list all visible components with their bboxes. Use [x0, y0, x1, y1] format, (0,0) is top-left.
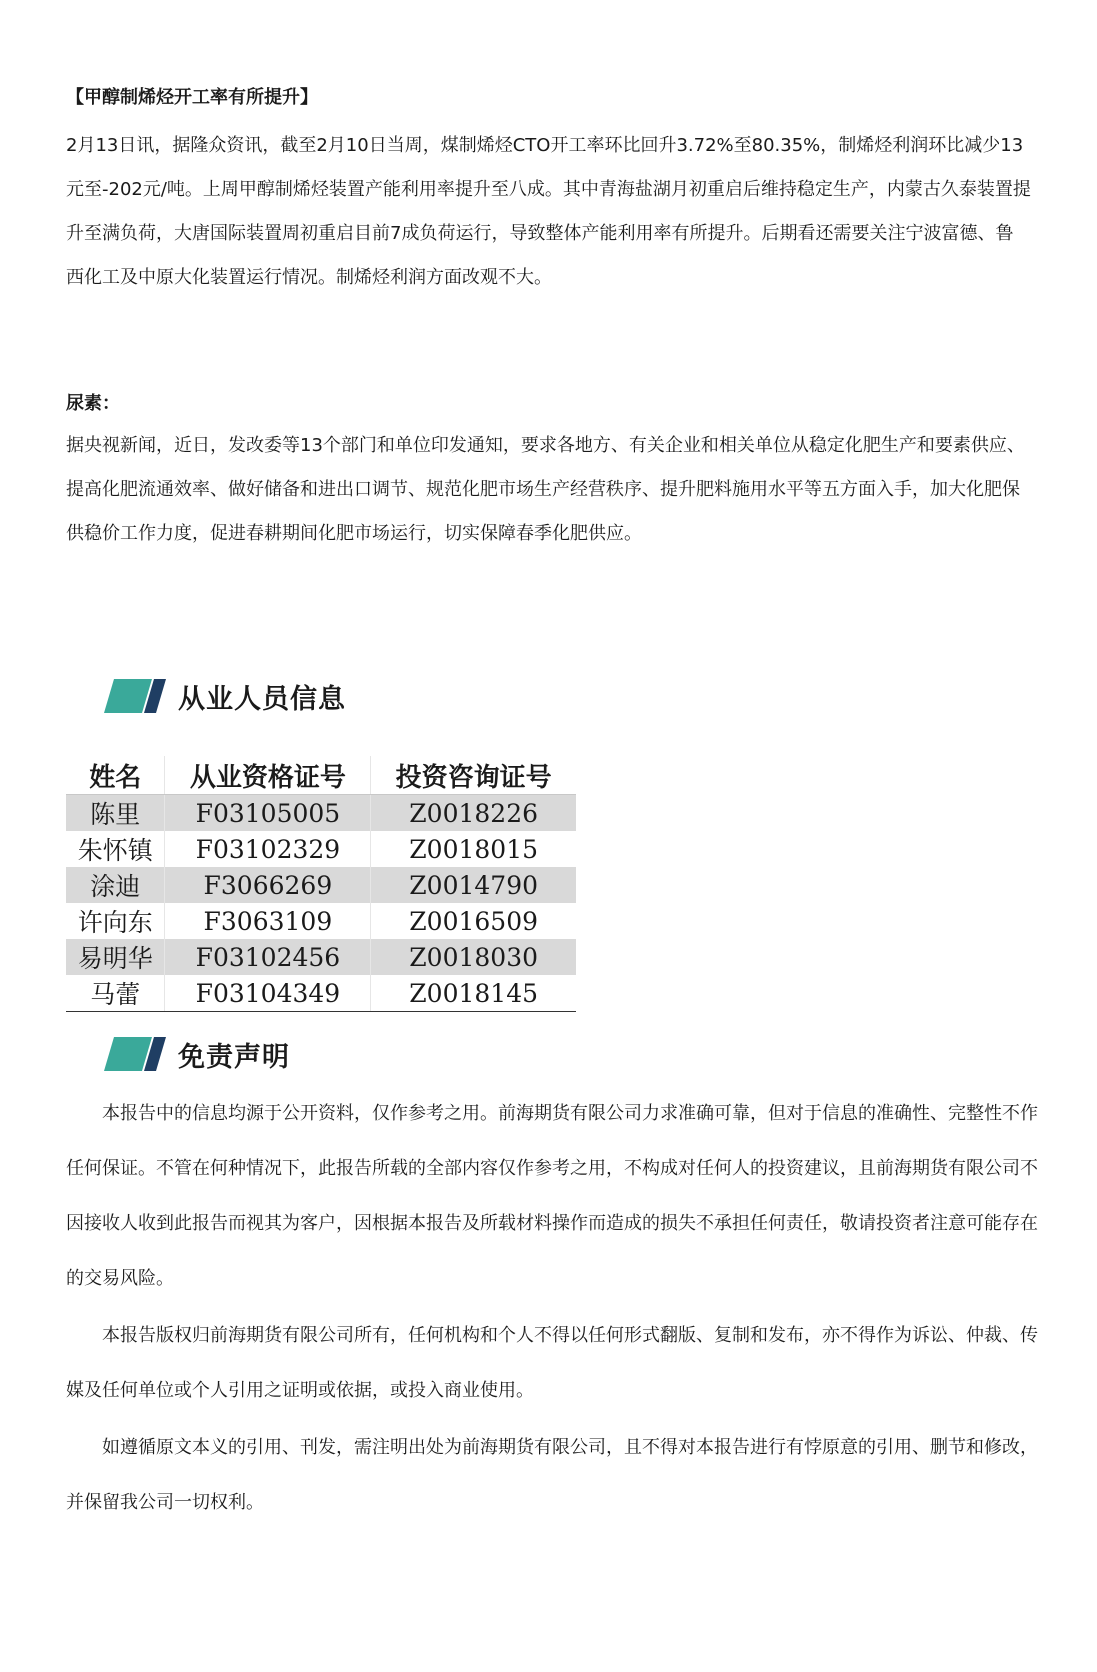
methanol-olefin-title: 【甲醇制烯烃开工率有所提升】 [66, 87, 318, 108]
consulting-number: Z0018226 [371, 795, 576, 832]
qualification-number: F3066269 [165, 867, 371, 903]
table-row [66, 903, 576, 939]
urea-body: 据央视新闻，近日，发改委等13个部门和单位印发通知，要求各地方、有关企业和相关单位从稳定化肥生产和要素供应、提高化肥流通效率、做好储备和进出口调节、规范化肥市场生产经营秩序、提升肥料施用水平等五方面入手，加大化肥保供稳价工作力度，促进春耕期间化肥市场运行，切实保障春季化肥供应。 [66, 435, 1025, 544]
disclaimer-paragraph-3: 如遵循原文本义的引用、刊发，需注明出处为前海期货有限公司，且不得对本报告进行有悖原意的引用、删节和修改，并保留我公司一切权利。 [66, 1437, 1038, 1513]
disclaimer-paragraph-2: 本报告版权归前海期货有限公司所有，任何机构和个人不得以任何形式翻版、复制和发布，亦不得作为诉讼、仲裁、传媒及任何单位或个人引用之证明或依据，或投入商业使用。 [66, 1325, 1038, 1401]
table-row [66, 831, 576, 867]
header-consulting: 投资咨询证号 [371, 756, 576, 795]
staff-table [66, 756, 576, 1012]
urea-title: 尿素： [66, 393, 120, 414]
qualification-number: F03102329 [165, 831, 371, 867]
consulting-number: Z0016509 [371, 903, 576, 939]
header-qualification: 从业资格证号 [165, 756, 371, 795]
qualification-number: F03102456 [165, 939, 371, 975]
table-row [66, 975, 576, 1012]
staff-name: 许向东 [77, 908, 153, 937]
slanted-bars-icon [104, 679, 166, 713]
table-header-row [66, 756, 576, 795]
slanted-bars-icon [104, 1037, 166, 1071]
consulting-number: Z0018030 [371, 939, 576, 975]
staff-info-banner [104, 676, 346, 716]
staff-name: 易明华 [66, 939, 165, 975]
staff-name: 涂迪 [66, 867, 165, 903]
staff-info-title: 从业人员信息 [178, 683, 346, 715]
disclaimer-title: 免责声明 [178, 1041, 290, 1073]
qualification-number: F03105005 [165, 795, 371, 832]
consulting-number: Z0018145 [371, 975, 576, 1012]
staff-name: 朱怀镇 [77, 836, 153, 865]
table-row [66, 939, 576, 975]
disclaimer-paragraph-1: 本报告中的信息均源于公开资料，仅作参考之用。前海期货有限公司力求准确可靠，但对于信息的准确性、完整性不作任何保证。不管在何种情况下，此报告所载的全部内容仅作参考之用，不构成对任何人的投资建议，且前海期货有限公司不因接收人收到此报告而视其为客户，因根据本报告及所载材料操作而造成的损失不承担任何责任，敬请投资者注意可能存在的交易风险。 [66, 1103, 1038, 1289]
staff-name: 马蕾 [66, 975, 165, 1012]
consulting-number: Z0014790 [371, 867, 576, 903]
consulting-number: Z0018015 [371, 831, 576, 867]
header-name: 姓名 [66, 756, 165, 795]
methanol-olefin-body: 2月13日讯，据隆众资讯，截至2月10日当周，煤制烯烃CTO开工率环比回升3.72%至80.35%，制烯烃利润环比减少13元至-202元/吨。上周甲醇制烯烃装置产能利用率提升至八成。其中青海盐湖月初重启后维持稳定生产，内蒙古久泰装置提升至满负荷，大唐国际装置周初重启目前7成负荷运行，导致整体产能利用率有所提升。后期看还需要关注宁波富德、鲁西化工及中原大化装置运行情况。制烯烃利润方面改观不大。 [66, 135, 1031, 288]
qualification-number: F3063109 [165, 903, 371, 939]
table-row [66, 795, 576, 832]
disclaimer-banner [104, 1034, 290, 1074]
staff-name: 陈里 [66, 795, 165, 832]
qualification-number: F03104349 [165, 975, 371, 1012]
table-row [66, 867, 576, 903]
